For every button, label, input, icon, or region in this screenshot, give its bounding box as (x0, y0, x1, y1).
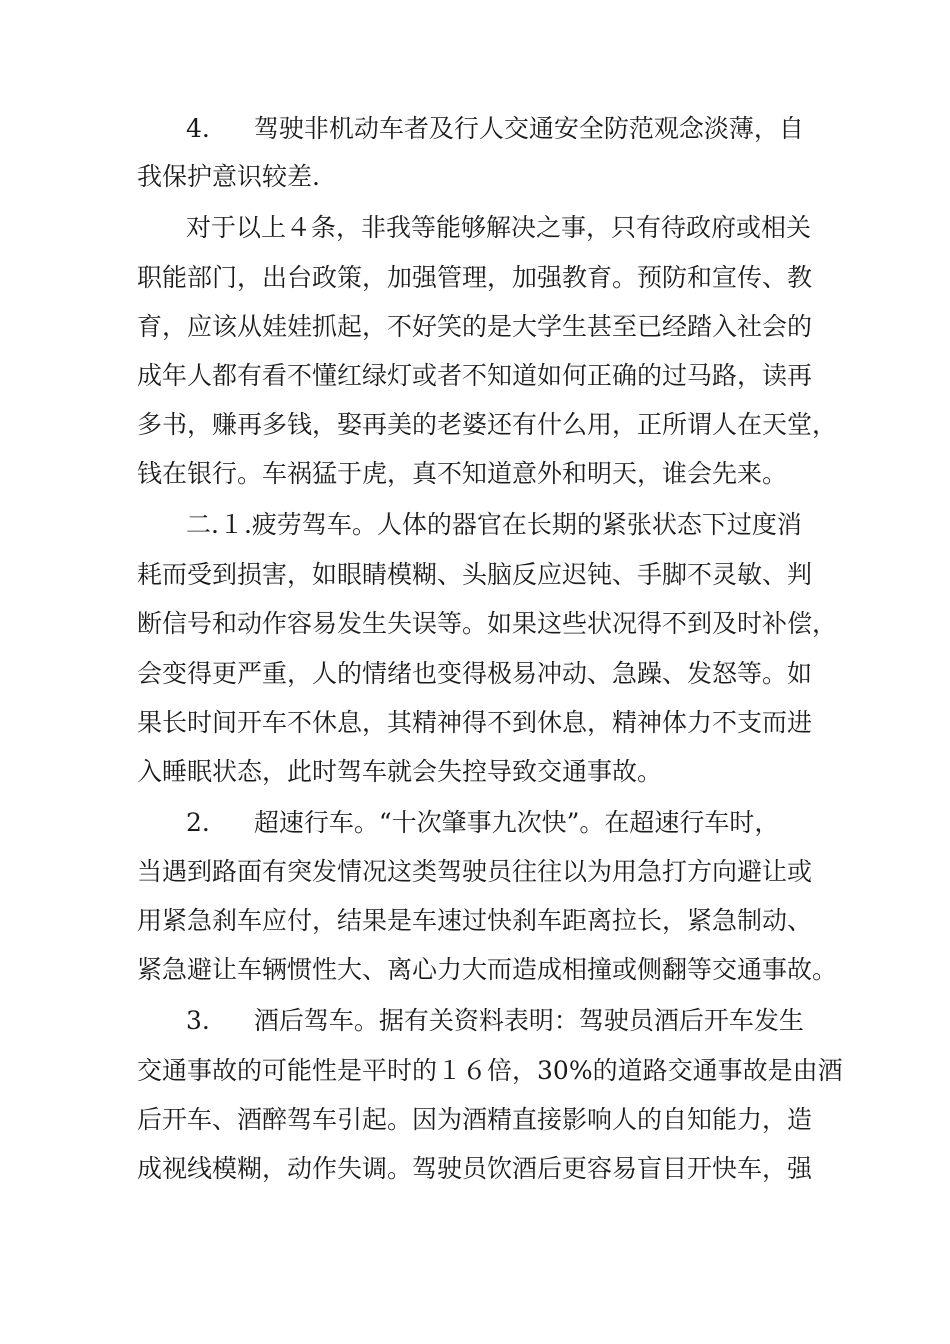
summary-line: 多书，赚再多钱，娶再美的老婆还有什么用，正所谓人在天堂， (137, 410, 838, 439)
item-4-first-line (186, 114, 804, 144)
drunk-driving-first-line (186, 1006, 804, 1036)
drunk-driving-line: 后开车、酒醉驾车引起。因为酒精直接影响人的自知能力，造 (137, 1105, 813, 1134)
item-4-text: 驾驶非机动车者及行人交通安全防范观念淡薄，自 (253, 114, 804, 143)
speeding-line: 紧急避让车辆惯性大、离心力大而造成相撞或侧翻等交通事故。 (137, 955, 838, 984)
summary-line: 成年人都有看不懂红绿灯或者不知道如何正确的过马路，读再 (137, 361, 813, 390)
drunk-driving-number: 3. (186, 1006, 210, 1035)
fatigue-driving-line: 二.１.疲劳驾车。人体的器官在长期的紧张状态下过度消 (186, 510, 802, 539)
summary-line: 职能部门，出台政策，加强管理，加强教育。预防和宣传、教 (137, 263, 813, 292)
speeding-line: 当遇到路面有突发情况这类驾驶员往往以为用急打方向避让或 (137, 857, 813, 886)
speeding-number: 2. (186, 808, 210, 837)
fatigue-driving-line: 入睡眠状态，此时驾车就会失控导致交通事故。 (137, 757, 663, 786)
item-4-number: 4. (186, 114, 210, 143)
summary-line: 对于以上４条，非我等能够解决之事，只有待政府或相关 (186, 213, 812, 242)
fatigue-driving-line: 会变得更严重，人的情绪也变得极易冲动、急躁、发怒等。如 (137, 659, 813, 688)
drunk-driving-line: 成视线模糊，动作失调。驾驶员饮酒后更容易盲目开快车，强 (137, 1154, 813, 1183)
drunk-driving-text: 酒后驾车。据有关资料表明：驾驶员酒后开车发生 (253, 1006, 804, 1035)
drunk-driving-line: 交通事故的可能性是平时的１６倍，30%的道路交通事故是由酒 (137, 1056, 843, 1085)
summary-line: 钱在银行。车祸猛于虎，真不知道意外和明天，谁会先来。 (137, 459, 788, 488)
fatigue-driving-line: 耗而受到损害，如眼睛模糊、头脑反应迟钝、手脚不灵敏、判 (137, 560, 813, 589)
speeding-first-line (186, 808, 779, 838)
fatigue-driving-line: 果长时间开车不休息，其精神得不到休息，精神体力不支而进 (137, 708, 813, 737)
speeding-text: 超速行车。“十次肇事九次快”。在超速行车时， (253, 808, 780, 837)
item-4-second-line: 我保护意识较差. (137, 162, 320, 191)
fatigue-driving-line: 断信号和动作容易发生失误等。如果这些状况得不到及时补偿， (137, 609, 838, 638)
summary-line: 育，应该从娃娃抓起，不好笑的是大学生甚至已经踏入社会的 (137, 312, 813, 341)
speeding-line: 用紧急刹车应付，结果是车速过快刹车距离拉长，紧急制动、 (137, 906, 813, 935)
